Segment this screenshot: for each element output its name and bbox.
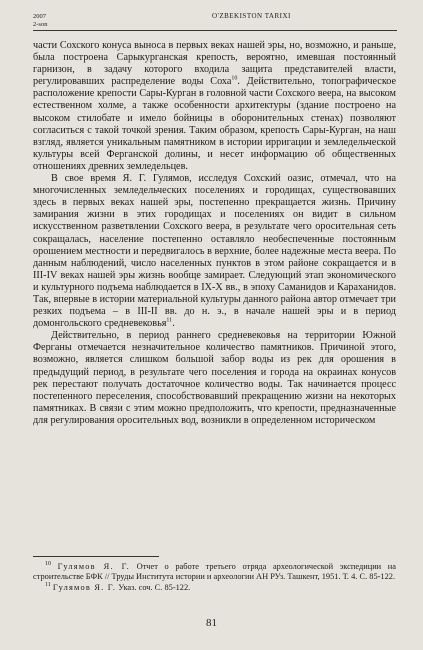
footnotes	[33, 562, 396, 593]
paragraph-1	[33, 40, 396, 173]
paragraph-2-end: .	[172, 318, 175, 330]
footnote-author: Гулямов Я. Г.	[52, 582, 117, 592]
paragraph-3: Действительно, в период раннего средневековья на территории Южной Ферганы отмечается незначительное количество памятников. Причиной этого, возможно, является слишком большой забор воды из рек для орошения в предыдущий период, в результате чего поселения и города на окраинах конусов рек перестают получать достаточное количество воды. Так начинается процесс постепенного переселения, способствовавший прекращению жизни на некоторых памятниках. В связи с этим можно предположить, что крепости, предназначенные для регулирования оросительных вод, возникли в определенном историческом	[33, 330, 396, 426]
footnote-num: 10	[45, 561, 51, 568]
footnote-text: Указ. соч. С. 85-122.	[116, 582, 191, 592]
running-header-left	[33, 13, 47, 29]
footnote-10	[33, 562, 396, 583]
footnote-text: Отчет о работе третьего отряда археологической экспедиции на строительстве БФК // Труды Института истории и археологии АН РУз. Ташкент, 1951. Т. 4. С. 85-122.	[33, 562, 396, 582]
footnote-rule	[33, 556, 159, 557]
paragraph-2-text: В свое время Я. Г. Гулямов, исследуя Сохский оазис, отмечал, что на многочисленных земледельческих поселениях и городищах, существовавших здесь в первых веках нашей эры, постепенно прекращается жизнь. Причину замирания жизни в этих городищах и поселениях он видит в сильном искусственном разветвлении Сохского веера, в результате чего оросительная сеть сокращалась, население постепенно оставляло необеспеченные постоянным орошением местности и передвигалось в верхние, более надежные места веера. По данным наблюдений, число населенных пунктов в этом районе сокращается и в III-IV веках нашей эры жизнь вообще замирает. Следующий этап экономического и культурного подъема наблюдается в IX-X вв., в эпоху Саманидов и Караханидов. Так, впервые в истории материальной культуры данного района автор отмечает три резких подъема – в III-II вв. до н. э., в начале нашей эры и в период домонгольского средневековья	[33, 173, 396, 330]
article-body	[33, 40, 396, 427]
journal-title: O'ZBEKISTON TARIXI	[212, 12, 291, 20]
footnote-num: 11	[45, 582, 51, 589]
page-number: 81	[206, 617, 217, 629]
footnote-ref-10: 10	[231, 75, 238, 82]
header-rule	[33, 30, 397, 31]
paragraph-2	[33, 173, 396, 330]
paragraph-1-rest: . Действительно, топографическое расположение крепости Сары-Курган в головной части Сохского веера, на высоком естественном холме, а также особенности архитектуры (здание построено на высоком стилобате и имело бойницы в оборонительных стенах) позволяют согласиться с такой точкой зрения. Таким образом, крепость Сары-Курган, на наш взгляд, является уникальным памятником в истории ирригации и земледельческой культуры всей Ферганской долины, и несет информацию об общественных отношениях древних земледельцев.	[33, 76, 396, 172]
header-issue: 2-son	[33, 21, 48, 28]
header-year: 2007	[33, 13, 46, 20]
footnote-11	[33, 583, 396, 593]
footnote-ref-11: 11	[166, 317, 173, 324]
footnote-author: Гулямов Я. Г.	[57, 562, 130, 571]
paragraph-1-text: части Сохского конуса выноса в первых веках нашей эры, но, возможно, и раньше, была построена Сарыкурганская крепость, вероятно, имевшая постоянный гарнизон, в задачу которого входила защита представителей власти, регулировавших распределение воды Соха	[33, 40, 396, 88]
